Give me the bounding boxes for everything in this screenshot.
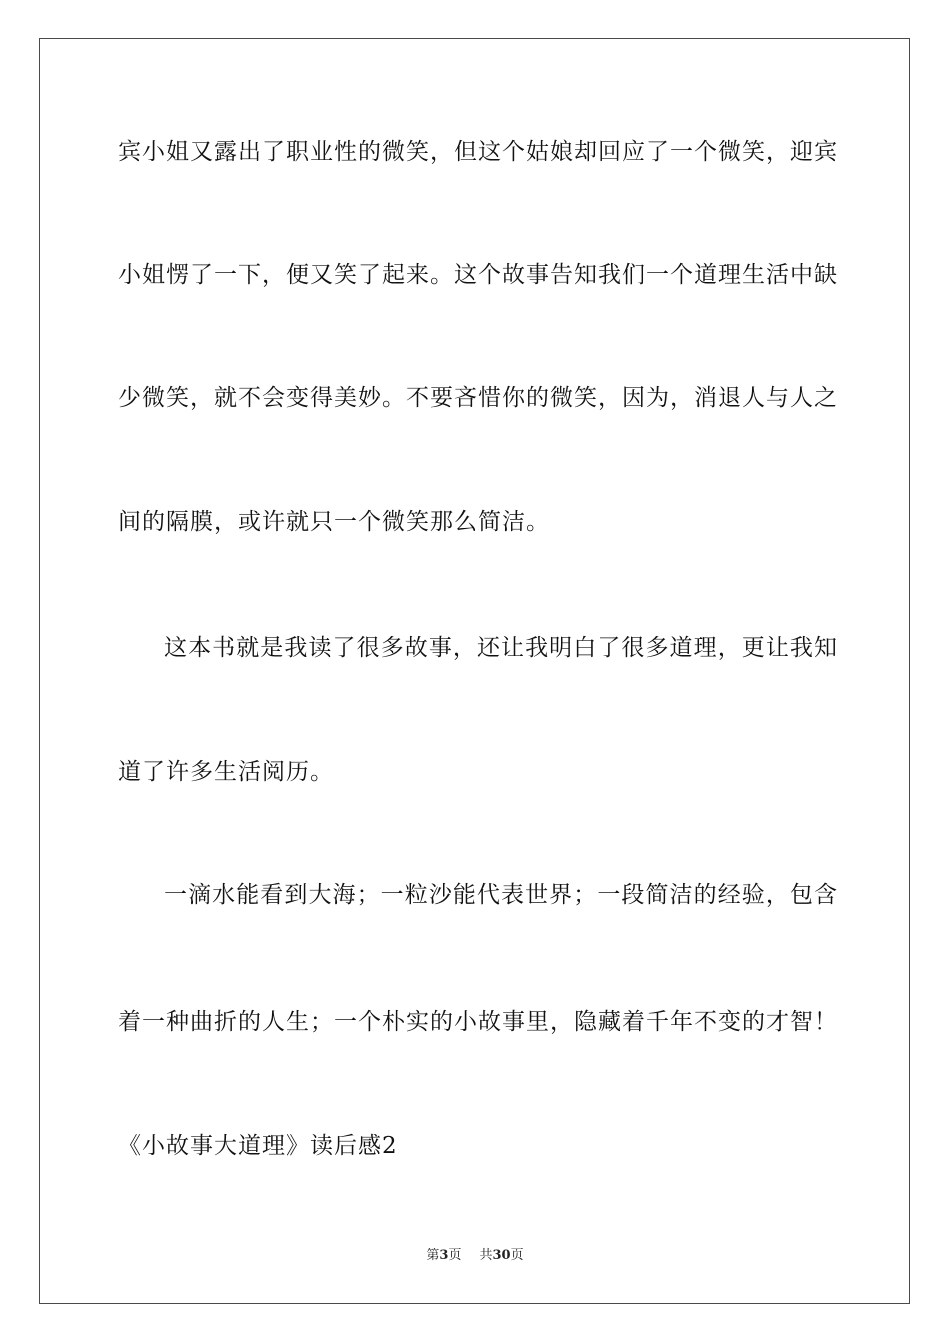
footer-total-suffix: 页 [510,1248,524,1263]
paragraph-line-4: 间的隔膜，或许就只一个微笑那么简洁。 [118,509,550,535]
paragraph-line-5: 这本书就是我读了很多故事，还让我明白了很多道理，更让我知 [164,635,838,661]
footer-page-prefix: 第 [426,1248,440,1263]
section-heading: 《小故事大道理》读后感2 [118,1133,398,1159]
paragraph-line-8: 着一种曲折的人生；一个朴实的小故事里，隐藏着千年不变的才智！ [118,1009,838,1035]
footer-total-prefix: 共 [479,1248,493,1263]
page-border [39,38,910,1304]
paragraph-line-2: 小姐愣了一下，便又笑了起来。这个故事告知我们一个道理生活中缺 [118,262,838,288]
paragraph-line-1: 宾小姐又露出了职业性的微笑，但这个姑娘却回应了一个微笑，迎宾 [118,139,838,165]
page-footer [0,1247,950,1265]
footer-page-suffix: 页 [448,1248,462,1263]
paragraph-line-7: 一滴水能看到大海；一粒沙能代表世界；一段简洁的经验，包含 [164,882,838,908]
paragraph-line-3: 少微笑，就不会变得美妙。不要吝惜你的微笑，因为，消退人与人之 [118,385,838,411]
paragraph-line-6: 道了许多生活阅历。 [118,759,334,785]
footer-total-pages: 30 [492,1248,511,1263]
footer-page-number: 3 [439,1248,449,1263]
